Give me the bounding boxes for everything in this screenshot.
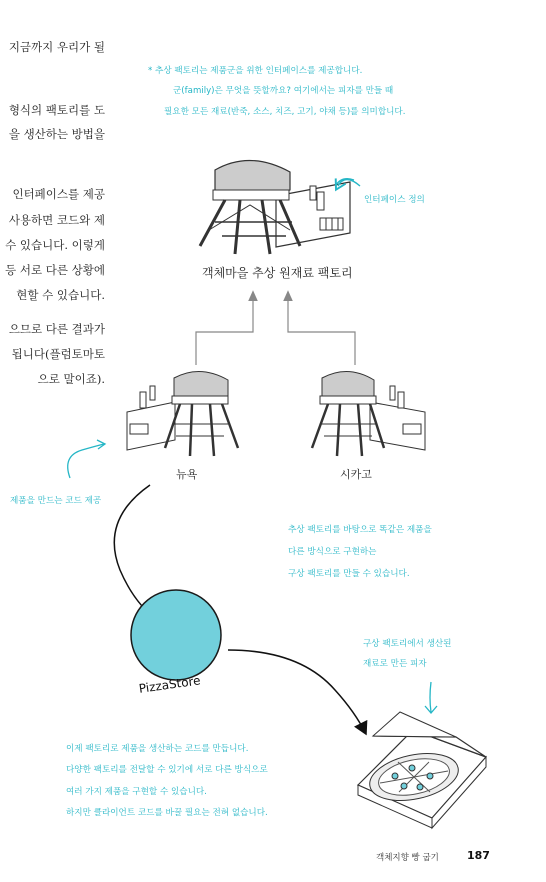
annotation-line: 다른 방식으로 구현하는 bbox=[288, 547, 377, 557]
annotation-line: 재료로 만든 피자 bbox=[363, 659, 427, 669]
abstract-factory-icon bbox=[200, 160, 350, 254]
text-line: 인터페이스를 제공 bbox=[12, 187, 105, 201]
pizzastore-label: PizzaStore bbox=[138, 673, 202, 696]
text-line: 으로 말이죠). bbox=[37, 372, 105, 386]
footer-chapter: 객체지향 빵 굽기 bbox=[376, 853, 439, 863]
newyork-factory-icon bbox=[127, 371, 238, 456]
text-line: 현할 수 있습니다. bbox=[16, 288, 105, 302]
newyork-label: 뉴욕 bbox=[176, 468, 198, 481]
text-line: 지금까지 우리가 될 bbox=[8, 40, 105, 54]
annotation-line: * 추상 팩토리는 제품군을 위한 인터페이스를 제공합니다. bbox=[148, 66, 363, 76]
annotation-line: 이제 팩토리로 제품을 생산하는 코드를 만듭니다. bbox=[66, 744, 249, 754]
text-line: 등 서로 다른 상황에 bbox=[5, 263, 105, 277]
annotation-code-for-products: 제품을 만드는 코드 제공 bbox=[10, 496, 102, 506]
text-line: 됩니다(플럼토마토 bbox=[11, 347, 105, 361]
pizzastore-circle bbox=[131, 590, 221, 680]
page-number: 187 bbox=[467, 849, 490, 862]
text-line: 을 생산하는 방법을 bbox=[8, 127, 105, 141]
annotation-interface-def: 인터페이스 정의 bbox=[364, 195, 425, 205]
chicago-label: 시카고 bbox=[340, 468, 372, 481]
abstract-factory-caption: 객체마을 추상 원재료 팩토리 bbox=[202, 266, 353, 280]
annotation-line: 여러 가지 제품을 구현할 수 있습니다. bbox=[66, 787, 207, 797]
text-line: 형식의 팩토리를 도 bbox=[8, 103, 105, 117]
annotation-line: 구상 팩토리를 만들 수 있습니다. bbox=[288, 569, 410, 579]
annotation-line: 추상 팩토리를 바탕으로 똑같은 제품을 bbox=[288, 525, 432, 535]
text-line: 사용하면 코드와 제 bbox=[8, 213, 105, 227]
chicago-factory-icon bbox=[312, 371, 425, 456]
pizza-box-icon bbox=[358, 712, 486, 828]
text-line: 으므로 다른 결과가 bbox=[8, 322, 105, 336]
annotation-line: 다양한 팩토리를 전달할 수 있기에 서로 다른 방식으로 bbox=[66, 765, 268, 775]
annotation-line: 구상 팩토리에서 생산된 bbox=[363, 639, 452, 649]
annotation-line: 군(family)은 무엇을 뜻할까요? 여기에서는 피자를 만들 때 bbox=[173, 86, 394, 96]
annotation-line: 하지만 클라이언트 코드를 바꿀 필요는 전혀 없습니다. bbox=[66, 808, 268, 818]
annotation-line: 필요한 모든 재료(반죽, 소스, 치즈, 고기, 야채 등)를 의미합니다. bbox=[164, 107, 406, 117]
text-line: 수 있습니다. 이렇게 bbox=[5, 238, 105, 252]
